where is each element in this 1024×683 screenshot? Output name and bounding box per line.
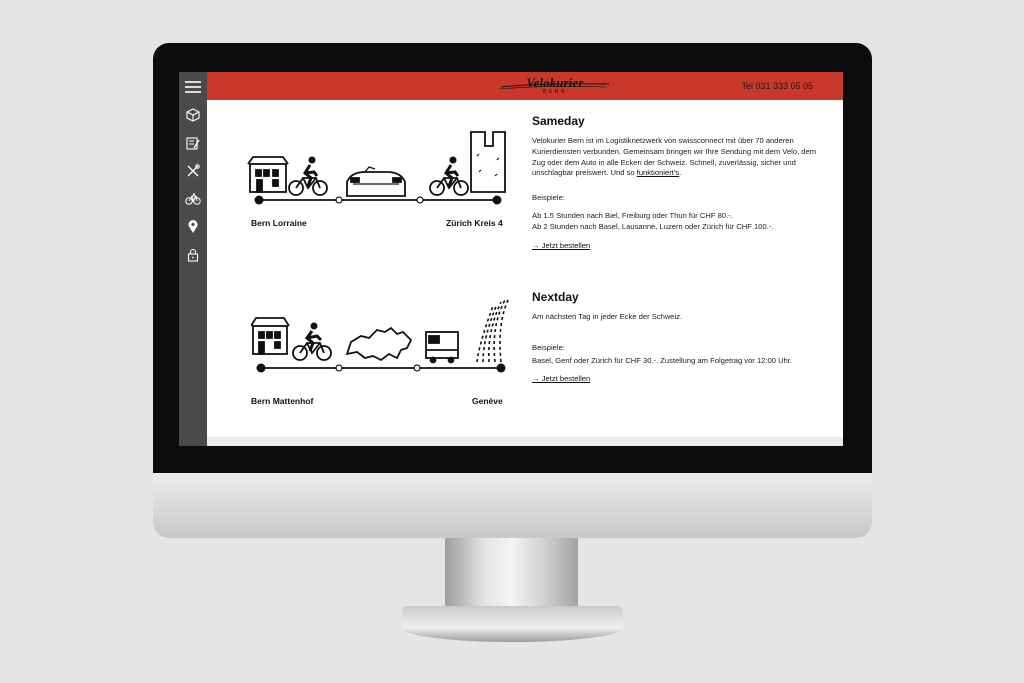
logo[interactable]	[497, 76, 613, 96]
train-icon	[347, 167, 405, 196]
sameday-description-end: .	[679, 168, 682, 178]
nextday-examples-label: Beispiele:	[532, 342, 565, 352]
cyclist-icon	[430, 157, 468, 196]
nextday-route-illustration	[251, 292, 511, 382]
sameday-description-text: Velokurier Bern ist im Logistiknetzwerk von swissconnect mit über 70 anderen Kurierdiensten verbunden. Gemeinsam bringen wir Ihre Sendung mit dem Velo, dem Zug oder dem Auto in alle Ecken der Schweiz. Schnell, zuverlässig, sicher und unschlagbar preiswert. Und so	[532, 136, 817, 178]
lock-icon	[187, 248, 199, 262]
route-stop-dot	[336, 197, 342, 203]
main-content	[207, 100, 843, 446]
nextday-description: Am nächsten Tag in jeder Ecke der Schweiz.	[532, 312, 683, 321]
phone-number[interactable]: Tel 031 333 05 05	[741, 81, 813, 91]
nextday-section	[532, 290, 822, 386]
package-icon	[186, 108, 200, 122]
sidebar-item-package[interactable]	[179, 102, 207, 128]
route-end-dot	[493, 196, 502, 205]
header-bar	[207, 72, 843, 100]
sameday-examples-label: Beispiele:	[532, 193, 565, 203]
footer-strip	[207, 437, 843, 446]
monitor-stand-neck	[445, 538, 578, 613]
sidebar-item-order-form[interactable]	[179, 130, 207, 156]
route-end-label: Genève	[472, 396, 503, 406]
menu-button[interactable]	[179, 74, 207, 100]
logo-subtitle: BERN	[543, 89, 567, 95]
nextday-example-1: Basel, Genf oder Zürich für CHF 30.-. Zustellung am Folgetrag vor 12:00 Uhr.	[532, 355, 792, 365]
route-stop-dot	[336, 365, 342, 371]
route-start-label: Bern Lorraine	[251, 218, 307, 228]
sameday-description	[532, 136, 822, 179]
route-end-label: Zürich Kreis 4	[446, 218, 503, 228]
route-start-label: Bern Mattenhof	[251, 396, 314, 406]
office-building-icon	[471, 132, 505, 192]
sidebar	[179, 72, 207, 446]
sameday-route-illustration	[247, 126, 507, 210]
screen	[179, 72, 843, 446]
route-stop-dot	[414, 365, 420, 371]
route-stop-dot	[417, 197, 423, 203]
sameday-section	[532, 114, 822, 253]
sidebar-item-couriers[interactable]	[179, 186, 207, 212]
how-it-works-link[interactable]: funktioniert's	[636, 168, 680, 178]
sidebar-item-login[interactable]	[179, 242, 207, 268]
house-icon	[251, 318, 289, 354]
cyclist-icon	[289, 157, 327, 196]
route-end-dot	[497, 364, 506, 373]
sameday-example-1: Ab 1.5 Stunden nach Biel, Freiburg oder Thun für CHF 80.-.	[532, 210, 733, 220]
route-start-dot	[255, 196, 264, 205]
logo-wordmark: Velokurier	[526, 76, 584, 90]
monitor-stand-base	[402, 606, 623, 642]
route-start-dot	[257, 364, 266, 373]
sameday-order-link[interactable]: → Jetzt bestellen	[532, 240, 591, 250]
sameday-title: Sameday	[532, 114, 585, 128]
edit-form-icon	[186, 136, 200, 150]
cyclist-icon	[293, 323, 331, 361]
nextday-order-link[interactable]: → Jetzt bestellen	[532, 374, 591, 384]
monitor-chin	[153, 473, 872, 538]
menu-icon	[185, 80, 201, 94]
house-icon	[248, 157, 288, 192]
nextday-title: Nextday	[532, 290, 579, 304]
tools-icon	[186, 164, 200, 178]
bicycle-icon	[185, 193, 201, 205]
location-pin-icon	[188, 220, 198, 234]
van-icon	[426, 332, 458, 363]
sidebar-item-services[interactable]	[179, 158, 207, 184]
sameday-example-2: Ab 2 Stunden nach Basel, Lausanne, Luzern oder Zürich für CHF 100.-.	[532, 221, 774, 231]
sidebar-item-location[interactable]	[179, 214, 207, 240]
switzerland-map-icon	[347, 328, 411, 360]
fountain-icon	[477, 298, 509, 362]
